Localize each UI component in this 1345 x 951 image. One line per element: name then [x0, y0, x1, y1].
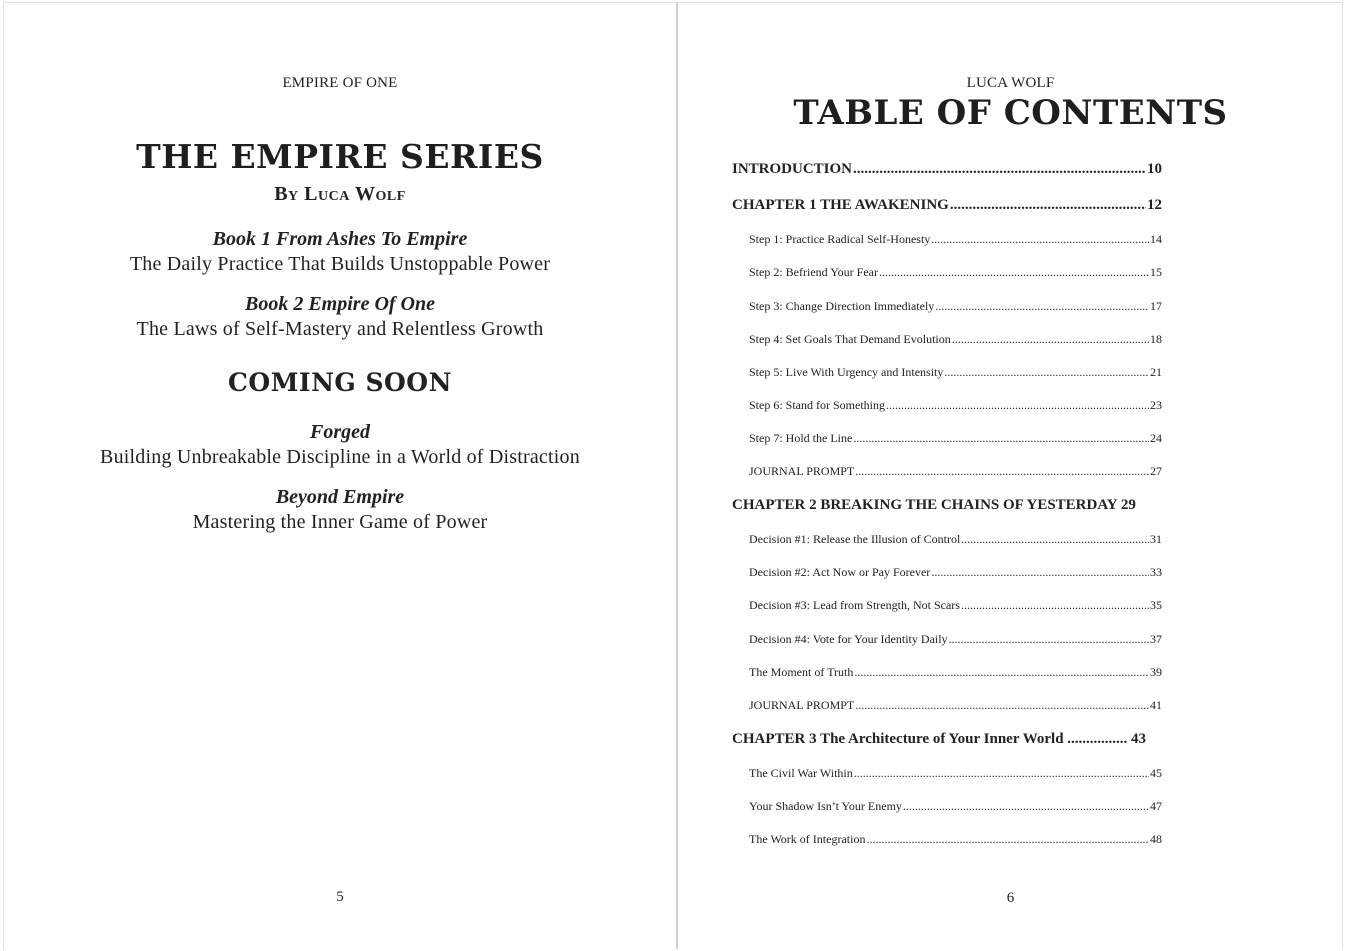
toc-dot-leader	[855, 698, 1149, 713]
toc-chapter-entry[interactable]	[732, 161, 1162, 178]
toc-chapter-entry[interactable]	[732, 197, 1162, 214]
toc-entry-label: CHAPTER 3 The Architecture of Your Inner World ................ 43	[732, 731, 1147, 747]
book-2-title: Book 2 Empire Of One	[245, 293, 435, 315]
book-1-subtitle: The Daily Practice That Builds Unstoppable Power	[129, 253, 551, 275]
toc-entry-page: 21	[1150, 365, 1162, 379]
toc-entry-page: 14	[1150, 232, 1162, 246]
toc-entry-label: Decision #1: Release the Illusion of Control	[749, 532, 961, 546]
series-title: THE EMPIRE SERIES	[136, 137, 544, 176]
toc-dot-leader	[903, 799, 1149, 814]
toc-entry-label: The Civil War Within	[749, 766, 853, 780]
toc-entry-label: Step 1: Practice Radical Self-Honesty	[749, 232, 931, 246]
toc-entry-page: 41	[1150, 698, 1162, 712]
toc-entry-page: 48	[1150, 832, 1162, 846]
toc-entry-page: 17	[1150, 299, 1162, 313]
toc-section-entry[interactable]	[732, 232, 1162, 247]
toc-entry-page: 33	[1150, 565, 1162, 579]
toc-entry-page: 47	[1150, 799, 1162, 813]
page-number: 6	[1006, 890, 1015, 906]
toc-section-entry[interactable]	[732, 766, 1162, 781]
toc-entry-page: 45	[1150, 766, 1162, 780]
upcoming-2-title: Beyond Empire	[275, 486, 405, 508]
toc-title: TABLE OF CONTENTS	[793, 93, 1228, 133]
toc-entry-label: Decision #2: Act Now or Pay Forever	[749, 565, 931, 579]
upcoming-1-subtitle: Building Unbreakable Discipline in a World of Distraction	[100, 446, 580, 468]
toc-entry-label: Decision #3: Lead from Strength, Not Scars	[749, 598, 960, 612]
left-page	[3, 2, 676, 949]
toc-entry-page: 23	[1150, 398, 1162, 412]
toc-dot-leader	[879, 265, 1149, 280]
toc-entry-page: 12	[1147, 197, 1162, 213]
toc-entry-label: The Work of Integration	[749, 832, 866, 846]
toc-entry-page: 37	[1150, 632, 1162, 646]
toc-section-entry[interactable]	[732, 265, 1162, 280]
toc-dot-leader	[961, 598, 1149, 613]
toc-entry-label: Step 6: Stand for Something	[749, 398, 885, 412]
toc-section-entry[interactable]	[732, 365, 1162, 380]
toc-dot-leader	[944, 365, 1149, 380]
book-2-subtitle: The Laws of Self-Mastery and Relentless Growth	[136, 318, 544, 340]
toc-dot-leader	[853, 161, 1146, 178]
toc-entry-label: INTRODUCTION	[732, 161, 853, 177]
toc-entry-page: 27	[1150, 464, 1162, 478]
toc-chapter-entry[interactable]	[732, 497, 1162, 514]
toc-dot-leader	[949, 632, 1149, 647]
toc-section-entry[interactable]	[732, 665, 1162, 680]
toc-entry-label: Step 4: Set Goals That Demand Evolution	[749, 332, 951, 346]
toc-entry-page: 18	[1150, 332, 1162, 346]
toc-section-entry[interactable]	[732, 832, 1162, 847]
byline: By Luca Wolf	[274, 183, 406, 205]
toc-dot-leader	[950, 197, 1146, 214]
toc-entry-label: The Moment of Truth	[749, 665, 854, 679]
toc-dot-leader	[855, 464, 1149, 479]
running-head: LUCA WOLF	[966, 75, 1055, 91]
upcoming-1-title: Forged	[310, 421, 370, 443]
toc-dot-leader	[853, 431, 1149, 446]
toc-dot-leader	[854, 665, 1149, 680]
toc-section-entry[interactable]	[732, 431, 1162, 446]
toc-section-entry[interactable]	[732, 698, 1162, 713]
toc-section-entry[interactable]	[732, 598, 1162, 613]
toc-entry-label: CHAPTER 2 BREAKING THE CHAINS OF YESTERDAY 29	[732, 497, 1136, 513]
toc-section-entry[interactable]	[732, 464, 1162, 479]
toc-dot-leader	[886, 398, 1149, 413]
toc-entry-page: 35	[1150, 598, 1162, 612]
upcoming-2-subtitle: Mastering the Inner Game of Power	[192, 511, 488, 533]
toc-entry-label: Your Shadow Isn’t Your Enemy	[749, 799, 902, 813]
toc-dot-leader	[931, 232, 1149, 247]
toc-dot-leader	[961, 532, 1149, 547]
toc-dot-leader	[952, 332, 1149, 347]
toc-dot-leader	[854, 766, 1149, 781]
toc-section-entry[interactable]	[732, 398, 1162, 413]
toc-section-entry[interactable]	[732, 532, 1162, 547]
right-page	[679, 2, 1343, 949]
toc-section-entry[interactable]	[732, 299, 1162, 314]
toc-entry-label: JOURNAL PROMPT	[749, 698, 855, 712]
toc-dot-leader	[931, 565, 1149, 580]
toc-entry-label: Step 3: Change Direction Immediately	[749, 299, 935, 313]
toc-entry-label: Decision #4: Vote for Your Identity Daily	[749, 632, 948, 646]
toc-entry-page: 10	[1147, 161, 1162, 177]
toc-entry-label: Step 5: Live With Urgency and Intensity	[749, 365, 944, 379]
toc-section-entry[interactable]	[732, 632, 1162, 647]
toc-entry-page: 39	[1150, 665, 1162, 679]
toc-entry-label: CHAPTER 1 THE AWAKENING	[732, 197, 949, 213]
toc-section-entry[interactable]	[732, 799, 1162, 814]
book-1-title: Book 1 From Ashes To Empire	[212, 228, 468, 250]
toc-section-entry[interactable]	[732, 332, 1162, 347]
toc-chapter-entry[interactable]	[732, 731, 1162, 748]
toc-dot-leader	[866, 832, 1149, 847]
toc-entry-page: 24	[1150, 431, 1162, 445]
gutter	[676, 2, 678, 949]
toc-entry-page: 15	[1150, 265, 1162, 279]
toc-dot-leader	[935, 299, 1149, 314]
toc-entry-label: Step 7: Hold the Line	[749, 431, 853, 445]
toc-entry-label: JOURNAL PROMPT	[749, 464, 855, 478]
toc-section-entry[interactable]	[732, 565, 1162, 580]
toc-entry-page: 31	[1150, 532, 1162, 546]
toc-entry-label: Step 2: Befriend Your Fear	[749, 265, 878, 279]
page-number: 5	[336, 889, 344, 905]
running-head: EMPIRE OF ONE	[282, 75, 398, 91]
coming-soon-heading: COMING SOON	[228, 368, 452, 397]
